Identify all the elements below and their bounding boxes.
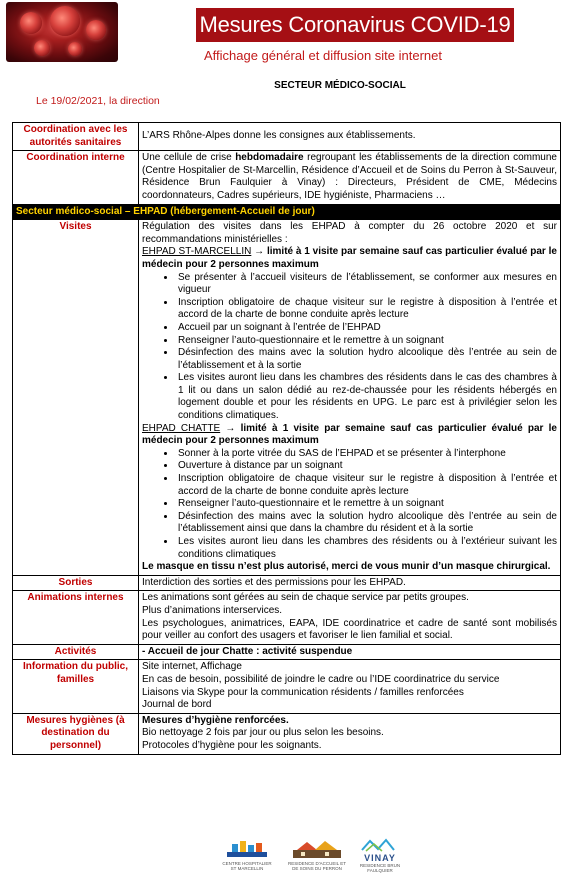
text-line: Bio nettoyage 2 fois par jour ou plus selon les besoins. bbox=[142, 727, 384, 739]
text-line: Protocoles d’hygiène pour les soignants. bbox=[142, 739, 322, 751]
text-line: Journal de bord bbox=[142, 699, 212, 711]
row-content bbox=[139, 220, 561, 576]
hygiene-title: Mesures d’hygiène renforcées. bbox=[142, 714, 289, 726]
stmarcellin-list bbox=[142, 272, 557, 423]
row-visites bbox=[13, 220, 561, 576]
row-sorties bbox=[13, 575, 561, 591]
document-subtitle: Affichage général et diffusion site internet bbox=[203, 48, 442, 63]
row-content: Une cellule de crise hebdomadaire regroupant les établissements de la direction commune (Centre Hospitalier de St-Marcellin, Résidence d’Accueil et de Soins du Perron à St-Sauveur, Résidence Brun Faulquier à Vinay) : Directeurs, Président de CME, Médecins coordonnateurs, Cadres supérieurs, IDE hygiéniste, Pharmaciens … bbox=[139, 151, 561, 204]
text-line: Site internet, Affichage bbox=[142, 661, 242, 673]
document-header bbox=[0, 0, 575, 120]
logo-caption: CENTRE HOSPITALIER ST MARCELLIN bbox=[222, 861, 272, 871]
chatte-list bbox=[142, 448, 557, 561]
row-content: Interdiction des sorties et des permissions pour les EHPAD. bbox=[139, 575, 561, 591]
list-item: • Les visites auront lieu dans les chambres des résidents dans le cas des chambres à 1 lit ou dans un salon dédié au rez-de-chaussée pour les résidents hébergés en logement double et pour les résidents en UPG. Le parc est à privilégier selon les conditions climatiques. bbox=[176, 372, 557, 422]
logo-title: VINAY bbox=[364, 853, 396, 863]
list-item: • Renseigner l’auto-questionnaire et le remettre à un soignant bbox=[176, 335, 557, 348]
section-title: Secteur médico-social – EHPAD (hébergement-Accueil de jour) bbox=[13, 204, 561, 220]
row-label: Mesures hygiènes (à destination du personnel) bbox=[13, 713, 139, 754]
row-coordination-interne bbox=[13, 151, 561, 204]
row-label: Information du public, familles bbox=[13, 660, 139, 713]
row-content: L’ARS Rhône-Alpes donne les consignes aux établissements. bbox=[139, 123, 561, 151]
section-header-ehpad bbox=[13, 204, 561, 220]
residence-logo-icon bbox=[291, 838, 343, 860]
ehpad-stmarcellin-rule: EHPAD ST-MARCELLIN → limité à 1 visite par semaine sauf cas particulier évalué par le médecin pour 2 personnes maximum bbox=[142, 246, 557, 270]
ehpad-chatte-rule: EHPAD CHATTE → limité à 1 visite par semaine sauf cas particulier évalué par le médecin pour 2 personnes maximum bbox=[142, 422, 557, 447]
row-label: Coordination avec les autorités sanitaires bbox=[13, 123, 139, 151]
list-item: • Désinfection des mains avec la solution hydro alcoolique dès l’entrée au sein de l’établissement ainsi que dans la chambre du résident et à la sortie bbox=[176, 511, 557, 536]
logo-ch-st-marcellin bbox=[222, 838, 272, 871]
list-item: • Accueil par un soignant à l’entrée de l’EHPAD bbox=[176, 322, 557, 335]
sector-heading: SECTEUR MÉDICO-SOCIAL bbox=[274, 80, 406, 91]
row-label: Visites bbox=[13, 220, 139, 576]
logo-caption: RESIDENCE BRUN FAULQUIER bbox=[359, 863, 401, 873]
list-item: • Inscription obligatoire de chaque visiteur sur le registre à disposition à l’entrée et accord de la charte de bonne conduite après lecture bbox=[176, 297, 557, 322]
measures-table bbox=[12, 122, 561, 755]
text-line: Les animations sont gérées au sein de chaque service par petits groupes. bbox=[142, 592, 469, 604]
row-content bbox=[139, 591, 561, 644]
coronavirus-image bbox=[6, 2, 118, 62]
visites-intro: Régulation des visites dans les EHPAD à compter du 26 octobre 2020 et sur recommandations ministérielles : bbox=[142, 221, 557, 245]
row-hygiene bbox=[13, 713, 561, 754]
list-item: • Ouverture à distance par un soignant bbox=[176, 460, 557, 473]
list-item: • Inscription obligatoire de chaque visiteur sur le registre à disposition à l’entrée et accord de la charte de bonne conduite après lecture bbox=[176, 473, 557, 498]
text-line: Liaisons via Skype pour la communication résidents / familles renforcées bbox=[142, 686, 464, 698]
row-animations bbox=[13, 591, 561, 644]
vinay-logo-icon bbox=[360, 838, 400, 852]
logo-residence-perron bbox=[288, 838, 346, 871]
text-line: Plus d’animations interservices. bbox=[142, 604, 283, 616]
list-item: • Se présenter à l’accueil visiteurs de l’établissement, se conformer aux mesures en vigueur bbox=[176, 272, 557, 297]
row-content: - Accueil de jour Chatte : activité suspendue bbox=[139, 644, 561, 660]
row-label: Sorties bbox=[13, 575, 139, 591]
document-title: Mesures Coronavirus COVID-19 bbox=[196, 8, 514, 42]
row-label: Animations internes bbox=[13, 591, 139, 644]
row-content bbox=[139, 713, 561, 754]
hospital-logo-icon bbox=[224, 838, 270, 860]
row-label: Activités bbox=[13, 644, 139, 660]
date-line: Le 19/02/2021, la direction bbox=[36, 95, 160, 107]
list-item: • Sonner à la porte vitrée du SAS de l’EHPAD et se présenter à l’interphone bbox=[176, 448, 557, 461]
list-item: • Désinfection des mains avec la solution hydro alcoolique dès l’entrée au sein de l’établissement et à la sortie bbox=[176, 347, 557, 372]
mask-note: Le masque en tissu n’est plus autorisé, merci de vous munir d’un masque chirurgical. bbox=[142, 561, 551, 573]
list-item: • Les visites auront lieu dans les chambres des résidents ou à l’extérieur suivant les conditions climatiques bbox=[176, 536, 557, 561]
row-information bbox=[13, 660, 561, 713]
logo-caption: RESIDENCE D'ACCUEIL ET DE SOINS DU PERRON bbox=[288, 861, 346, 871]
footer-logos bbox=[0, 832, 575, 881]
text-line: Les psychologues, animatrices, EAPA, IDE coordinatrice et cadre de santé sont mobilisés pour veiller au confort des usagers et favoriser le lien familial et social. bbox=[142, 617, 557, 642]
row-coordination-autorites bbox=[13, 123, 561, 151]
logo-vinay bbox=[350, 838, 410, 873]
list-item: • Renseigner l’auto-questionnaire et le remettre à un soignant bbox=[176, 498, 557, 511]
row-content bbox=[139, 660, 561, 713]
row-label: Coordination interne bbox=[13, 151, 139, 204]
row-activites bbox=[13, 644, 561, 660]
text-line: En cas de besoin, possibilité de joindre le cadre ou l’IDE coordinatrice du service bbox=[142, 673, 500, 685]
